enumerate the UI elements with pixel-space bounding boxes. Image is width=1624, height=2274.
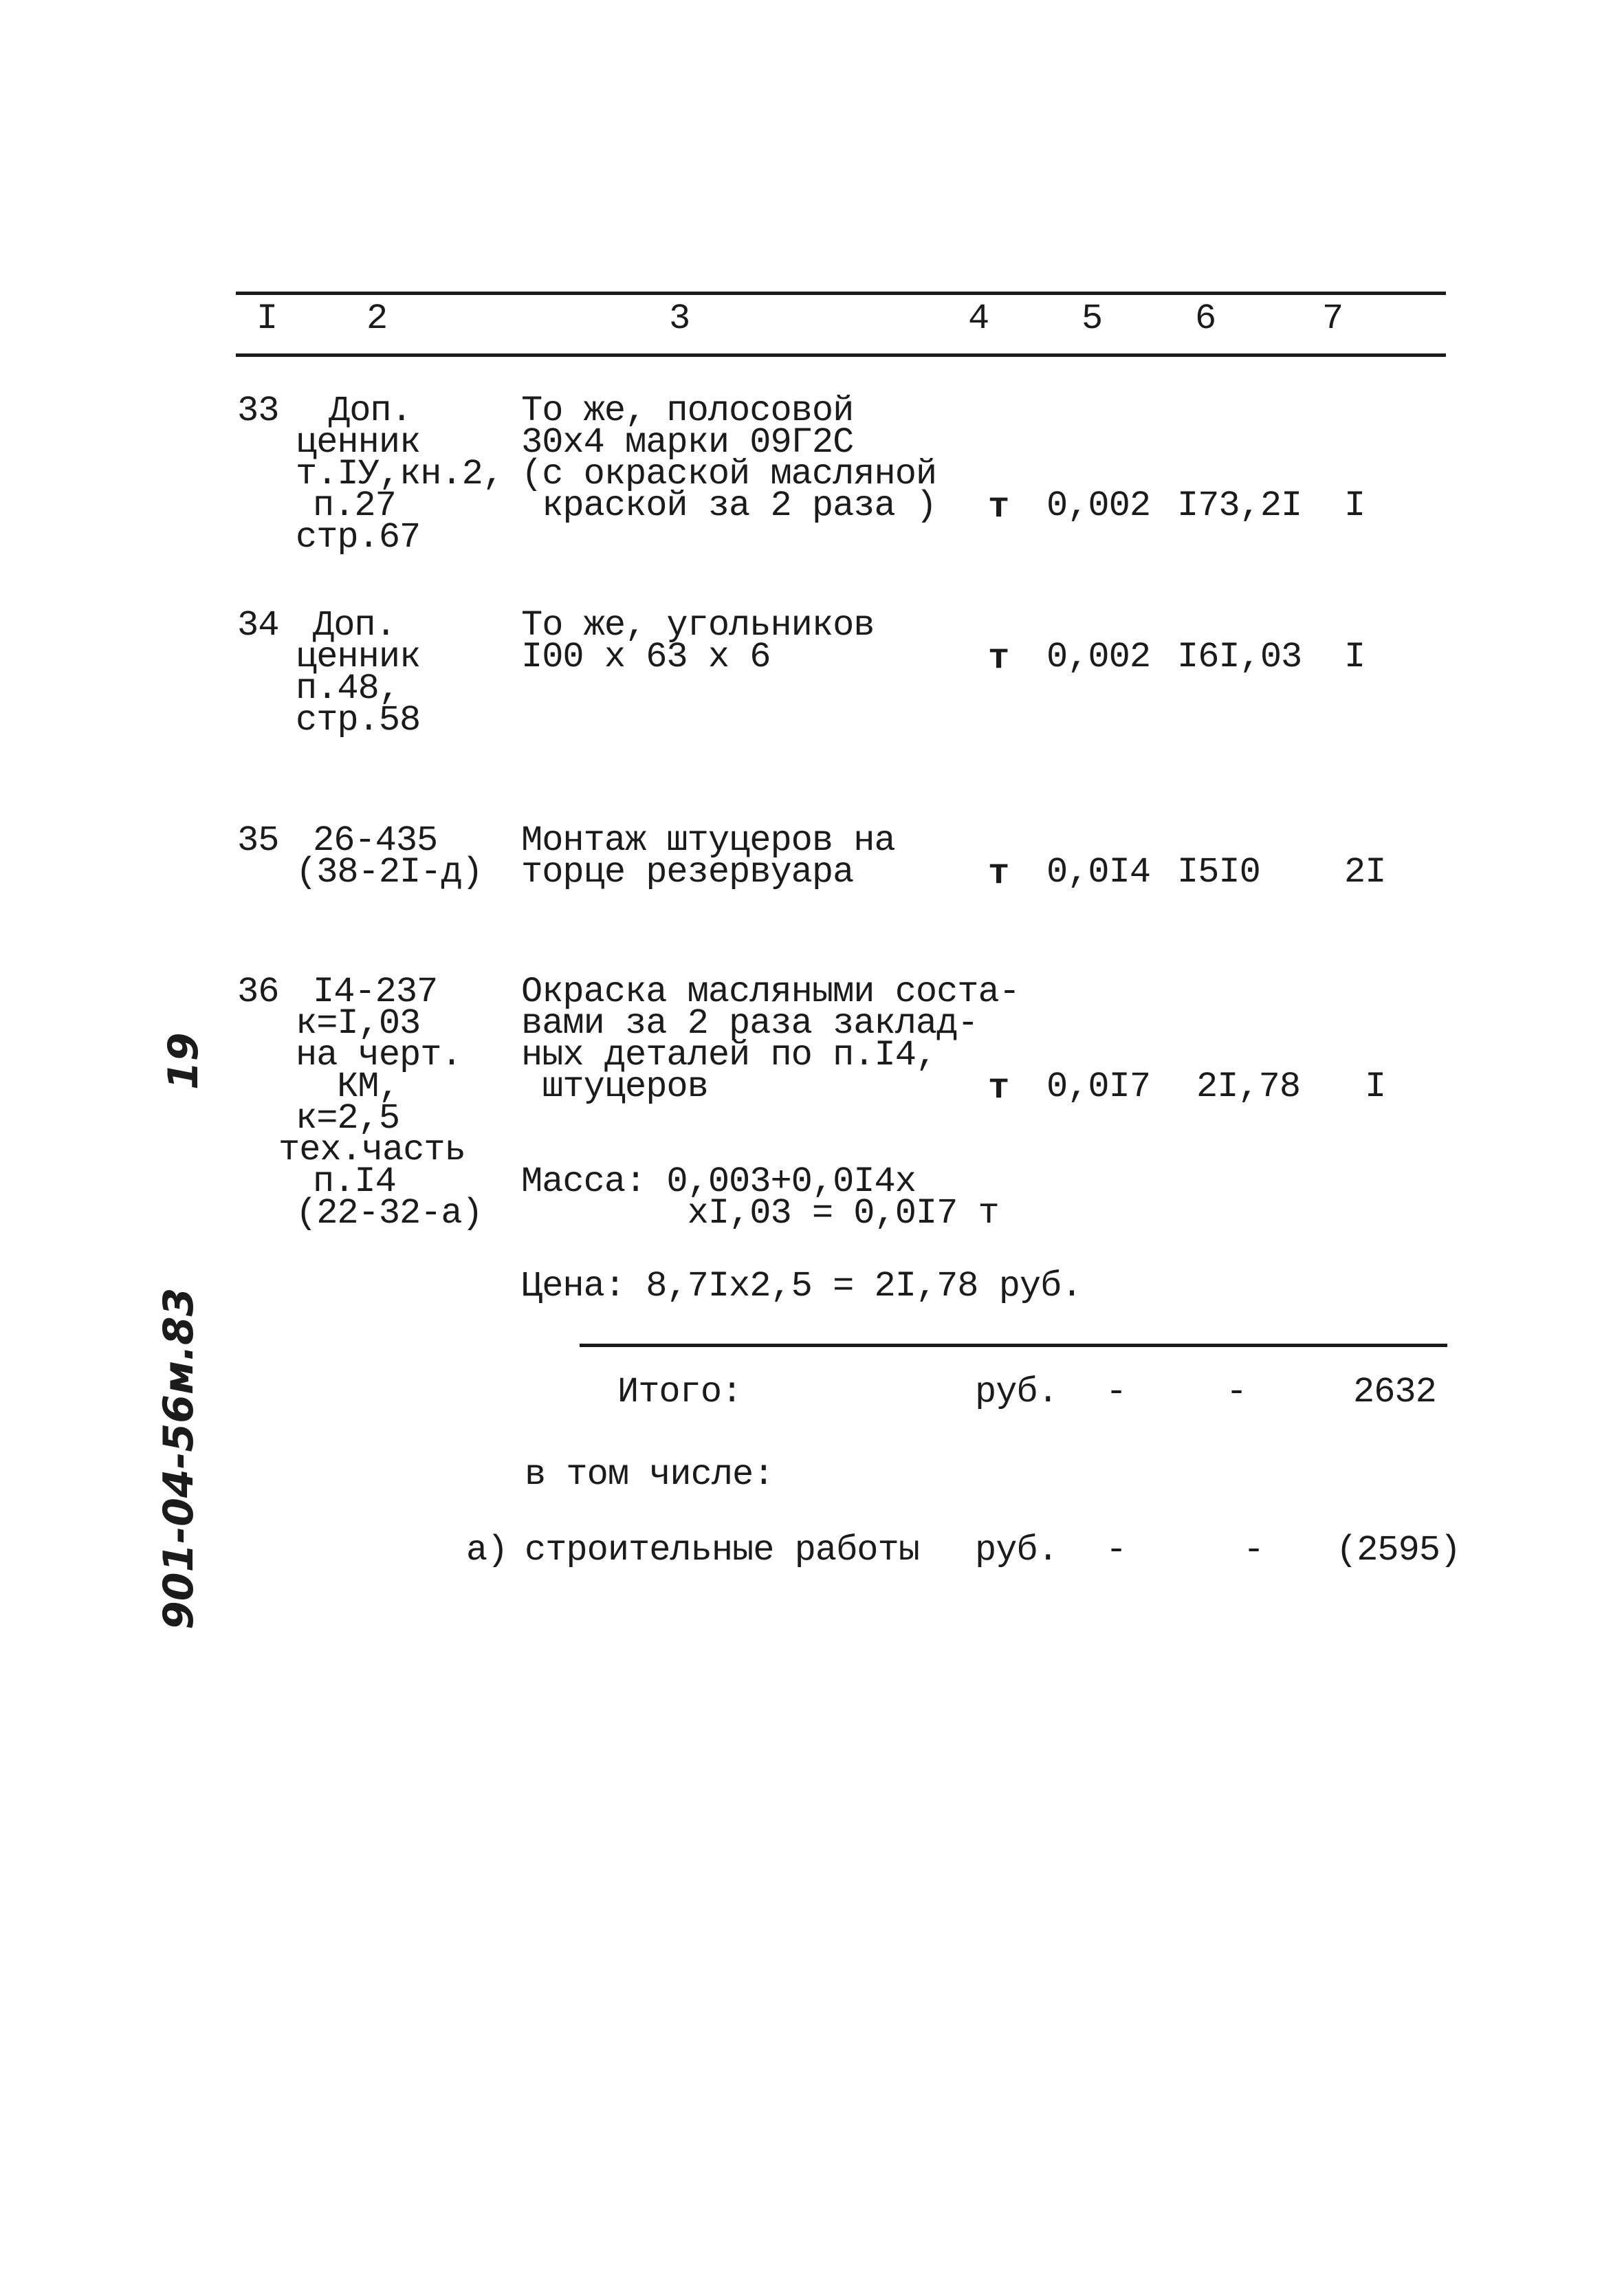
sub-item-label: строительные работы [525,1530,919,1571]
row-sum: I [1344,485,1365,526]
header-col-6: 6 [1195,298,1216,339]
sub-item-col6: - [1243,1530,1264,1571]
page-number: 19 [160,1032,208,1090]
totals-rule [580,1344,1447,1347]
row-ref-line: т.IУ,кн.2, [296,454,504,494]
mass-calculation-line: хI,03 = 0,0I7 т [521,1193,999,1234]
row-ref-line: (38-2I-д) [296,852,483,893]
row-qty: 0,002 [1046,485,1151,526]
sub-item-col5: - [1106,1530,1127,1571]
sub-item-unit: руб. [975,1530,1058,1571]
row-desc-line: штуцеров [521,1067,708,1107]
document-code: 901-04-56м.83 [155,1287,203,1630]
cost-calculation: Цена: 8,7Iх2,5 = 2I,78 руб. [521,1266,1082,1307]
row-number: 35 [237,820,279,861]
row-ref-line: стр.58 [296,700,421,741]
total-unit: руб. [975,1372,1058,1412]
row-ref-line: Доп. [329,391,412,431]
row-ref-line: 26-435 [313,820,438,861]
sub-item-value: (2595) [1336,1530,1461,1571]
row-desc-line: Монтаж штуцеров на [521,820,895,861]
row-desc-line: (с окраской масляной [521,454,937,494]
row-ref-line: I4-237 [313,972,438,1012]
sub-item-letter: а) [466,1530,508,1571]
total-col5: - [1106,1372,1127,1412]
row-desc-line: ных деталей по п.I4, [521,1035,937,1075]
row-desc-line: I00 х 63 х 6 [521,637,771,677]
row-ref-line: к=2,5 [296,1098,400,1139]
header-col-4: 4 [968,298,989,339]
row-ref-line: п.48, [296,668,400,709]
total-value: 2632 [1353,1372,1436,1412]
row-unit: т [988,853,1009,894]
row-price: I6I,03 [1177,637,1302,677]
row-qty: 0,0I4 [1046,852,1151,893]
row-sum: I [1344,637,1365,677]
row-price: I73,2I [1177,485,1302,526]
row-desc-line: То же, угольников [521,605,875,646]
row-unit: т [988,487,1009,527]
header-col-1: I [256,298,278,339]
row-ref-line: (22-32-а) [296,1193,483,1234]
header-col-2: 2 [366,298,388,339]
total-label: Итого: [617,1372,743,1412]
row-ref-line: на черт. [296,1035,462,1075]
row-price: 2I,78 [1196,1067,1301,1107]
row-ref-line: ценник [296,422,421,463]
row-qty: 0,0I7 [1046,1067,1151,1107]
row-sum: 2I [1344,852,1386,893]
total-col6: - [1226,1372,1247,1412]
row-ref-line: тех.часть [278,1130,465,1170]
row-ref-line: ценник [296,637,421,677]
header-top-rule [236,292,1446,295]
including-label: в том числе: [525,1454,774,1495]
row-number: 34 [237,605,279,646]
row-desc-line: 30х4 марки 09Г2С [521,422,854,463]
row-ref-line: п.I4 [313,1161,396,1202]
mass-calculation-line: Масса: 0,003+0,0I4х [521,1161,916,1202]
header-col-3: 3 [669,298,690,339]
row-price: I5I0 [1177,852,1260,893]
row-number: 36 [237,972,279,1012]
header-bottom-rule [236,353,1446,357]
row-ref-line: к=I,03 [296,1003,421,1044]
header-col-7: 7 [1322,298,1343,339]
row-ref-line: п.27 [313,485,396,526]
row-desc-line: краской за 2 раза ) [521,485,937,526]
row-desc-line: торце резервуара [521,852,854,893]
row-desc-line: вами за 2 раза заклад- [521,1003,978,1044]
row-sum: I [1365,1067,1386,1107]
row-number: 33 [237,391,279,431]
row-desc-line: Окраска масляными соста- [521,972,1020,1012]
row-qty: 0,002 [1046,637,1151,677]
header-col-5: 5 [1082,298,1103,339]
row-unit: т [988,638,1009,679]
row-ref-line: стр.67 [296,517,421,558]
row-ref-line: Доп. [313,605,396,646]
row-desc-line: То же, полосовой [521,391,854,431]
row-ref-line: КМ, [337,1067,399,1107]
row-unit: т [988,1068,1009,1108]
